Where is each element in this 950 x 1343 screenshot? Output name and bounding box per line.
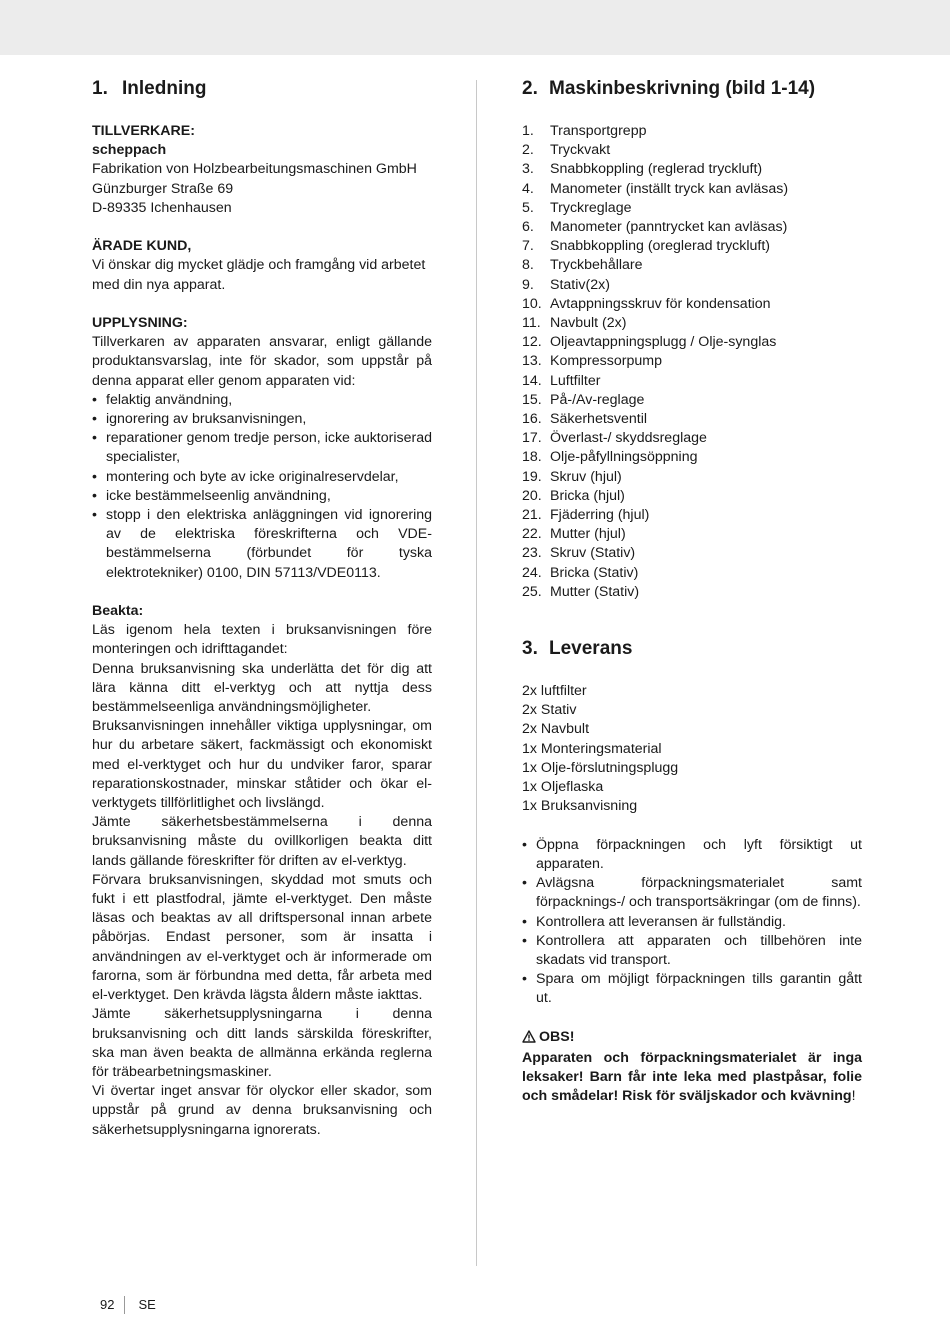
item-label: Avtappningsskruv för kondensation bbox=[550, 295, 771, 312]
list-item: • Kontrollera att leveransen är fullständig. bbox=[522, 913, 862, 932]
left-column bbox=[92, 76, 432, 1140]
item-number: 20. bbox=[522, 487, 542, 504]
parts-list-item bbox=[522, 583, 862, 602]
item-number: 13. bbox=[522, 353, 542, 370]
section-1-number: 1. bbox=[92, 78, 108, 99]
item-number: 1. bbox=[522, 123, 534, 139]
item-number: 19. bbox=[522, 468, 542, 485]
dear-customer-text: Vi önskar dig mycket glädje och framgång vid arbetet med din nya apparat. bbox=[92, 257, 426, 293]
item-number: 12. bbox=[522, 334, 542, 351]
warning-triangle-icon bbox=[522, 1030, 536, 1049]
note-paragraph: Förvara bruksanvisningen, skyddad mot smuts och fukt i ett plastfodral, jämte el-verktyget. Den måste läsas och beaktas av all driftspersonal innan arbete påbörjas. Endast personer, som är insatta i användningen av el-verktyget och är informerade om farorna, som är förbundna med detta, får arbeta med el-verktyget. Den krävda lägsta åldern måste iakttas. bbox=[92, 871, 432, 1004]
note-paragraph: Bruksanvisningen innehåller viktiga upplysningar, om hur du arbetare säkert, fackmässigt och ekonomiskt med el-verktyget och hur du undviker faror, sparar reparationskostnader, minskar ståtider och ökar el-verktygets tillförlitlighet och livslängd. bbox=[92, 718, 432, 812]
item-number: 7. bbox=[522, 238, 534, 255]
delivery-item: 2x luftfilter bbox=[522, 683, 587, 700]
item-number: 18. bbox=[522, 449, 542, 466]
dear-customer-label: ÄRADE KUND, bbox=[92, 238, 192, 255]
item-label: Skruv (hjul) bbox=[550, 468, 622, 485]
item-label: Skruv (Stativ) bbox=[550, 545, 636, 562]
item-number: 21. bbox=[522, 507, 542, 524]
page-number: 92 bbox=[100, 1297, 115, 1312]
item-number: 14. bbox=[522, 372, 542, 389]
item-label: Fjäderring (hjul) bbox=[550, 507, 650, 524]
item-number: 25. bbox=[522, 583, 542, 600]
warning-label: OBS! bbox=[539, 1028, 575, 1045]
parts-list-item bbox=[522, 314, 862, 333]
item-label: Tryckreglage bbox=[550, 199, 632, 216]
item-label: Manometer (inställt tryck kan avläsas) bbox=[550, 180, 789, 197]
delivery-item: 2x Navbult bbox=[522, 721, 590, 738]
parts-list-item bbox=[522, 160, 862, 179]
information-text: Tillverkaren av apparaten ansvarar, enligt gällande produktansvarslag, inte för skador, som uppstår på denna apparat eller genom apparaten vid: bbox=[92, 334, 432, 389]
delivery-item: 1x Bruksanvisning bbox=[522, 798, 638, 815]
section-1-heading bbox=[92, 76, 432, 102]
item-label: Snabbkoppling (oreglerad tryckluft) bbox=[550, 238, 771, 255]
note-paragraph: Jämte säkerhetsupplysningarna i denna bruksanvisning och ditt lands särskilda föreskrifter, ska man även beakta de allmänna erkända reglerna för träbearbetningsmaskiner. bbox=[92, 1006, 432, 1080]
item-number: 3. bbox=[522, 161, 534, 178]
parts-list-item bbox=[522, 276, 862, 295]
item-number: 6. bbox=[522, 219, 534, 236]
item-number: 23. bbox=[522, 545, 542, 562]
item-label: Transportgrepp bbox=[550, 123, 647, 139]
note-paragraph: Jämte säkerhetsbestämmelserna i denna bruksanvisning måste du ovillkorligen beakta ditt lands gällande föreskrifter för driften av el-verktyg. bbox=[92, 814, 432, 869]
section-2-number: 2. bbox=[522, 78, 538, 99]
note-paragraph: Vi övertar inget ansvar för olyckor eller skador, som uppstår på grund av denna bruksanvisning och säkerhetsupplysningarna ignorerats. bbox=[92, 1083, 432, 1138]
section-2-title: Maskinbeskrivning (bild 1-14) bbox=[549, 78, 816, 99]
item-label: Snabbkoppling (reglerad tryckluft) bbox=[550, 161, 763, 178]
item-label: Mutter (Stativ) bbox=[550, 583, 640, 600]
item-number: 24. bbox=[522, 564, 542, 581]
warning-text bbox=[522, 1049, 862, 1107]
item-number: 8. bbox=[522, 257, 534, 274]
parts-list-item bbox=[522, 372, 862, 391]
parts-list-item bbox=[522, 487, 862, 506]
delivery-list bbox=[522, 682, 862, 816]
column-divider bbox=[476, 80, 477, 1266]
manufacturer-label: TILLVERKARE: bbox=[92, 123, 195, 139]
parts-list-item bbox=[522, 333, 862, 352]
warning-text-bold: Apparaten och förpackningsmaterialet är inga leksaker! Barn får inte leka med plastpåsar, folie och smådelar! Risk för sväljskador och kvävning bbox=[522, 1049, 862, 1105]
item-label: Tryckbehållare bbox=[550, 257, 643, 274]
list-item: • felaktig användning, bbox=[92, 391, 432, 410]
parts-list-item bbox=[522, 122, 862, 141]
parts-list-item bbox=[522, 218, 862, 237]
item-label: Mutter (hjul) bbox=[550, 526, 626, 543]
parts-list-item bbox=[522, 295, 862, 314]
parts-list-item bbox=[522, 525, 862, 544]
list-item: • Spara om möjligt förpackningen tills garantin gått ut. bbox=[522, 970, 862, 1008]
parts-list-item bbox=[522, 180, 862, 199]
list-item: • Kontrollera att apparaten och tillbehören inte skadats vid transport. bbox=[522, 932, 862, 970]
parts-list-item bbox=[522, 448, 862, 467]
list-item: • stopp i den elektriska anläggningen vid ignorering av de elektriska föreskrifterna och VDE-bestämmelserna (förbundet för tyska elektrotekniker) 0100, DIN 57113/VDE0113. bbox=[92, 506, 432, 583]
delivery-item: 1x Oljeflaska bbox=[522, 779, 604, 796]
item-label: Luftfilter bbox=[550, 372, 601, 389]
liability-list bbox=[92, 391, 432, 583]
item-label: Manometer (panntrycket kan avläsas) bbox=[550, 219, 788, 236]
right-column bbox=[522, 76, 862, 1107]
section-1-title: Inledning bbox=[122, 78, 207, 99]
parts-list-item bbox=[522, 506, 862, 525]
parts-list-item bbox=[522, 237, 862, 256]
parts-list bbox=[522, 122, 862, 602]
parts-list-item bbox=[522, 256, 862, 275]
parts-list-item bbox=[522, 429, 862, 448]
list-item: • icke bestämmelseenlig användning, bbox=[92, 487, 432, 506]
warning-text-end: ! bbox=[851, 1088, 856, 1105]
item-number: 5. bbox=[522, 199, 534, 216]
item-number: 15. bbox=[522, 391, 542, 408]
item-number: 11. bbox=[522, 315, 541, 332]
item-number: 2. bbox=[522, 142, 534, 159]
top-bar bbox=[0, 0, 950, 55]
delivery-item: 1x Monteringsmaterial bbox=[522, 740, 662, 757]
parts-list-item bbox=[522, 410, 862, 429]
item-number: 4. bbox=[522, 180, 534, 197]
parts-list-item bbox=[522, 391, 862, 410]
list-item: • montering och byte av icke originalreservdelar, bbox=[92, 468, 432, 487]
manufacturer-name: scheppach bbox=[92, 142, 167, 159]
parts-list-item bbox=[522, 468, 862, 487]
item-label: På-/Av-reglage bbox=[550, 391, 645, 408]
item-label: Oljeavtappningsplugg / Olje-synglas bbox=[550, 334, 777, 351]
item-label: Överlast-/ skyddsreglage bbox=[550, 430, 707, 447]
manufacturer-line: Fabrikation von Holzbearbeitungsmaschinen GmbH bbox=[92, 161, 417, 178]
item-label: Säkerhetsventil bbox=[550, 411, 647, 428]
footer-separator bbox=[124, 1296, 125, 1314]
item-label: Bricka (Stativ) bbox=[550, 564, 639, 581]
item-label: Olje-påfyllningsöppning bbox=[550, 449, 698, 466]
item-label: Bricka (hjul) bbox=[550, 487, 625, 504]
item-number: 10. bbox=[522, 295, 542, 312]
item-label: Stativ(2x) bbox=[550, 276, 610, 293]
section-2-heading bbox=[522, 76, 862, 102]
item-number: 16. bbox=[522, 411, 542, 428]
note-label: Beakta: bbox=[92, 603, 144, 620]
parts-list-item bbox=[522, 141, 862, 160]
list-item: • Avlägsna förpackningsmaterialet samt förpacknings-/ och transportsäkringar (om de finns). bbox=[522, 874, 862, 912]
delivery-item: 1x Olje-förslutningsplugg bbox=[522, 759, 679, 776]
delivery-item: 2x Stativ bbox=[522, 702, 577, 719]
list-item: • Öppna förpackningen och lyft försiktigt ut apparaten. bbox=[522, 836, 862, 874]
item-number: 9. bbox=[522, 276, 534, 293]
list-item: • ignorering av bruksanvisningen, bbox=[92, 410, 432, 429]
section-3-number: 3. bbox=[522, 638, 538, 660]
unpacking-list bbox=[522, 836, 862, 1009]
manufacturer-line: Günzburger Straße 69 bbox=[92, 180, 234, 197]
note-paragraph: Denna bruksanvisning ska underlätta det för dig att lära känna ditt el-verktyg och att nyttja dess bestämmelseenliga användningsmöjligheter. bbox=[92, 660, 432, 716]
item-label: Navbult (2x) bbox=[550, 315, 627, 332]
parts-list-item bbox=[522, 544, 862, 563]
section-3-title: Leverans bbox=[549, 638, 633, 660]
item-label: Kompressorpump bbox=[550, 353, 662, 370]
warning-heading bbox=[522, 1028, 862, 1049]
parts-list-item bbox=[522, 199, 862, 218]
list-item: • reparationer genom tredje person, icke auktoriserad specialister, bbox=[92, 429, 432, 467]
language-code: SE bbox=[138, 1297, 156, 1312]
parts-list-item bbox=[522, 352, 862, 371]
section-3-heading bbox=[522, 636, 862, 662]
note-paragraph: Läs igenom hela texten i bruksanvisningen före monteringen och idrifttagandet: bbox=[92, 622, 432, 658]
information-label: UPPLYSNING: bbox=[92, 315, 188, 331]
parts-list-item bbox=[522, 564, 862, 583]
manufacturer-line: D-89335 Ichenhausen bbox=[92, 199, 232, 216]
item-number: 22. bbox=[522, 526, 542, 543]
page-footer bbox=[100, 1295, 156, 1315]
item-label: Tryckvakt bbox=[550, 142, 611, 159]
item-number: 17. bbox=[522, 430, 542, 447]
